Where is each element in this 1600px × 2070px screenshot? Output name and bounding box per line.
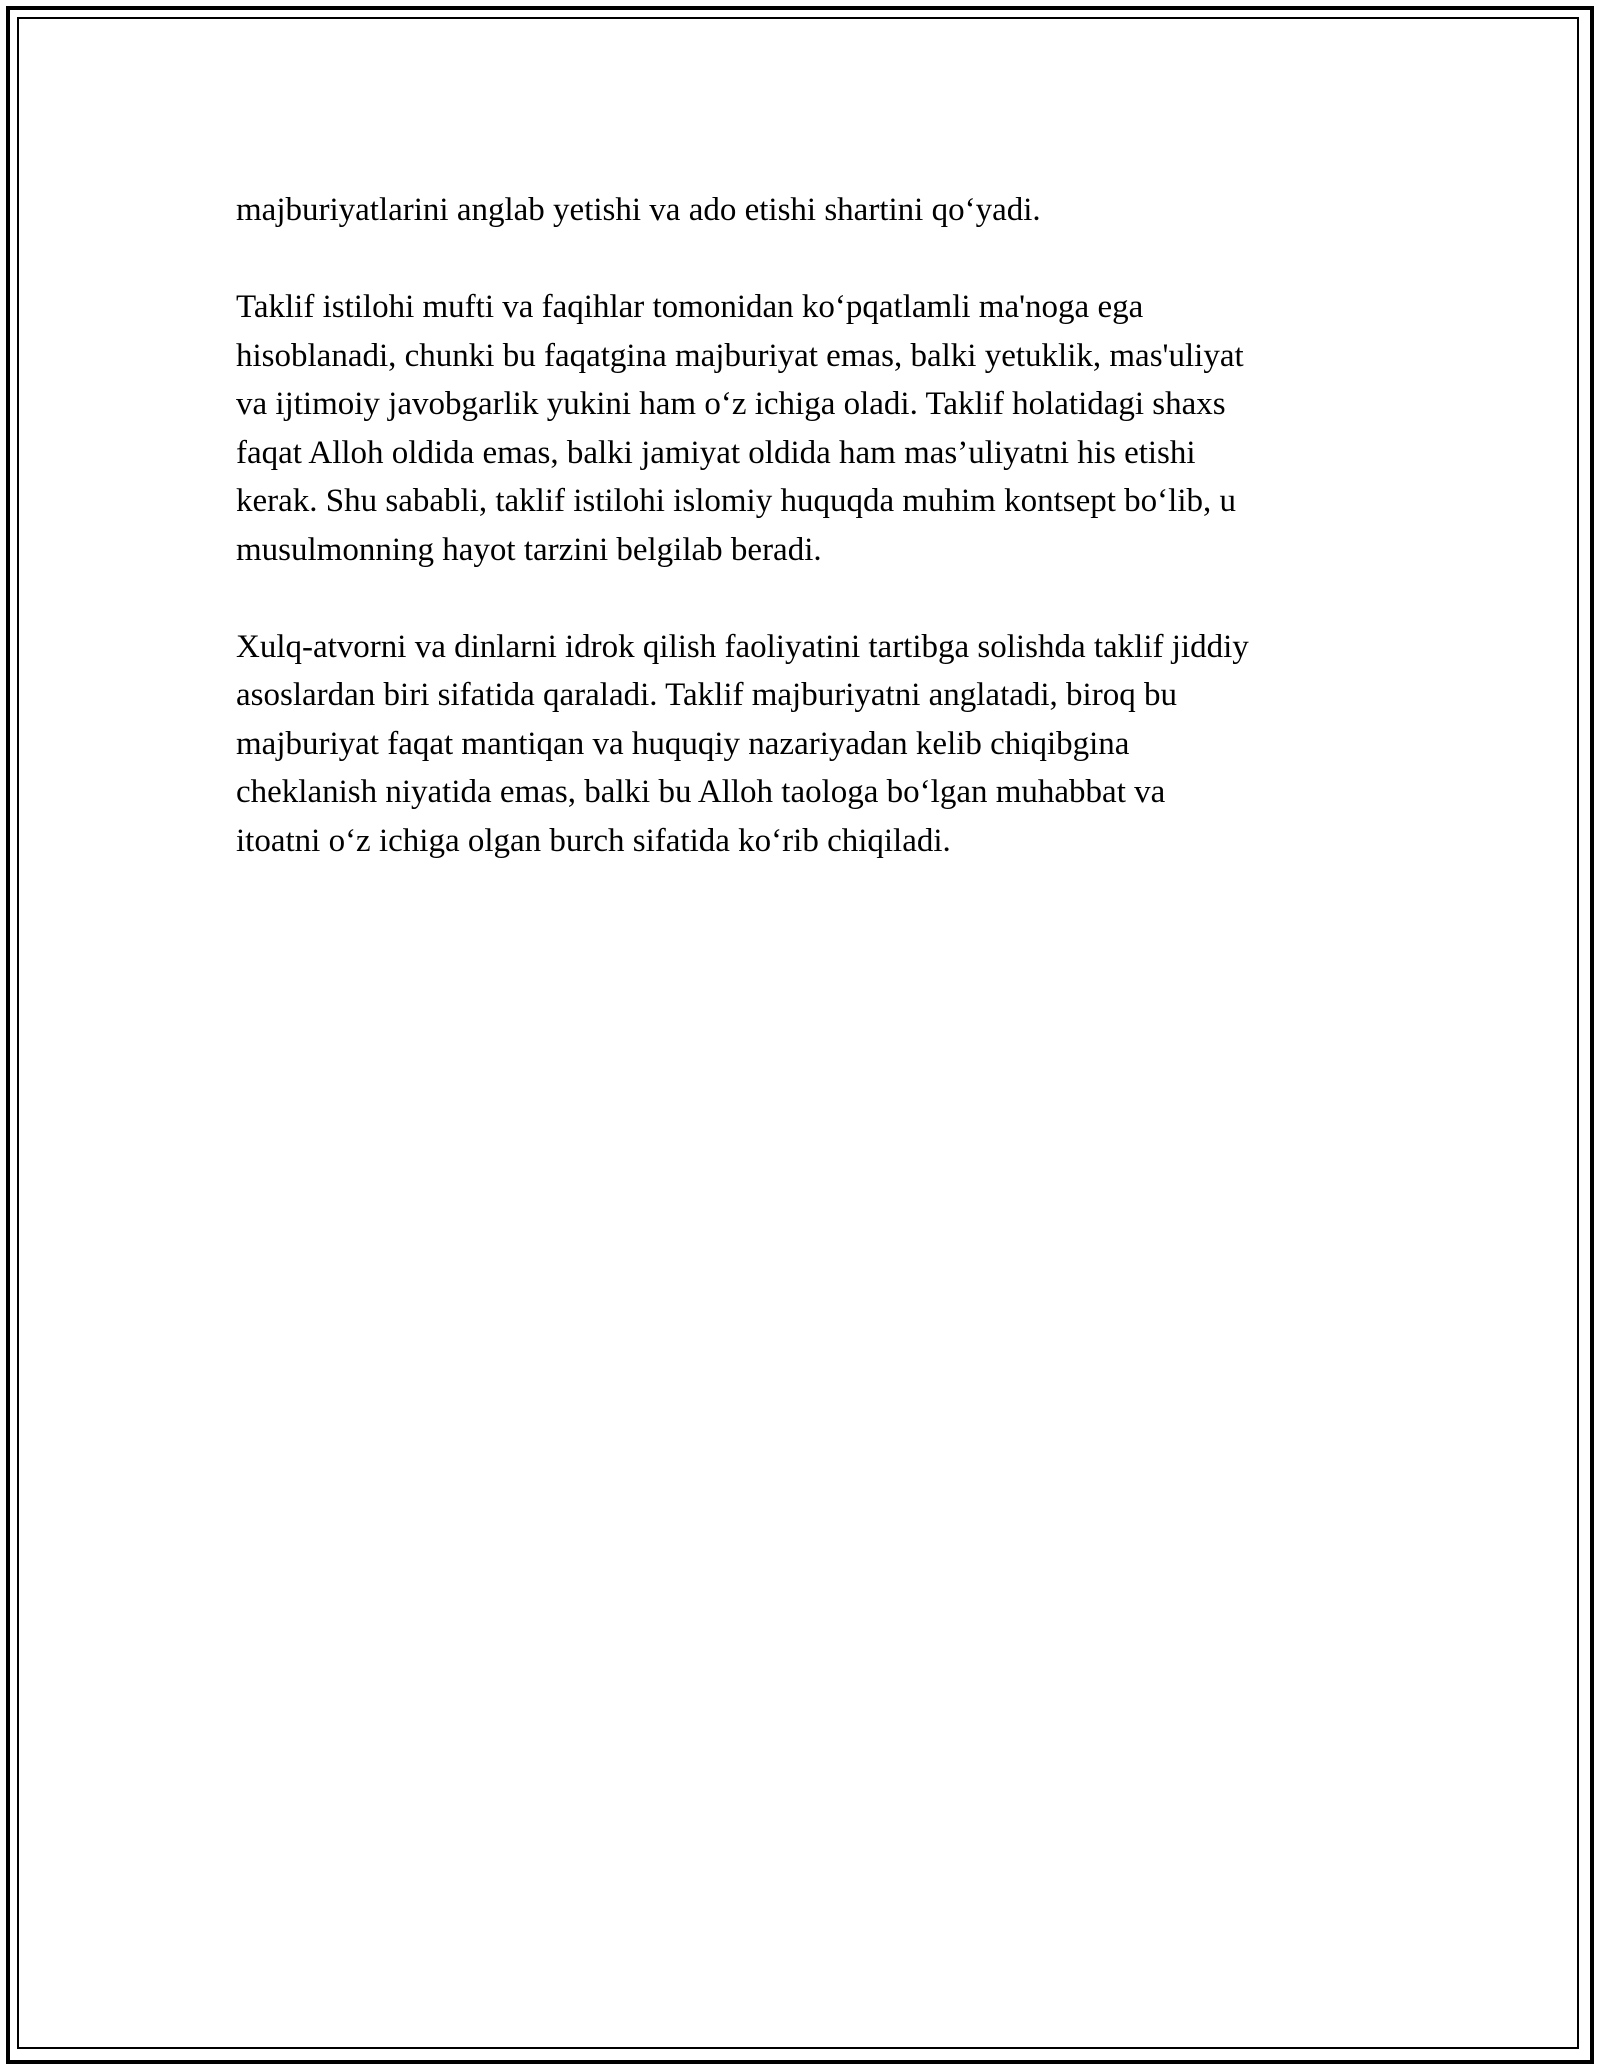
- text-line: Taklif istilohi mufti va faqihlar tomonidan ko‘pqatlamli ma'noga ega: [236, 289, 1144, 325]
- text-line: kerak. Shu sababli, taklif istilohi islomiy huquqda muhim kontsept bo‘lib, u: [236, 483, 1237, 519]
- text-line: itoatni o‘z ichiga olgan burch sifatida ko‘rib chiqiladi.: [236, 822, 951, 859]
- text-line: majburiyatlarini anglab yetishi va ado etishi shartini qo‘yadi.: [236, 192, 1041, 228]
- paragraph-3: [236, 623, 1376, 866]
- text-line: cheklanish niyatida emas, balki bu Alloh taologa bo‘lgan muhabbat va: [236, 774, 1166, 810]
- document-body: [236, 186, 1376, 914]
- paragraph-1: [236, 186, 1376, 235]
- text-line: faqat Alloh oldida emas, balki jamiyat oldida ham mas’uliyatni his etishi: [236, 434, 1196, 471]
- text-line: asoslardan biri sifatida qaraladi. Taklif majburiyatni anglatadi, biroq bu: [236, 677, 1177, 713]
- text-line: musulmonning hayot tarzini belgilab beradi.: [236, 531, 822, 568]
- text-line: hisoblanadi, chunki bu faqatgina majburiyat emas, balki yetuklik, mas'uliyat: [236, 337, 1244, 374]
- text-line: va ijtimoiy javobgarlik yukini ham o‘z ichiga oladi. Taklif holatidagi shaxs: [236, 386, 1226, 422]
- paragraph-2: [236, 283, 1376, 574]
- text-line: majburiyat faqat mantiqan va huquqiy nazariyadan kelib chiqibgina: [236, 725, 1130, 762]
- text-line: Xulq-atvorni va dinlarni idrok qilish faoliyatini tartibga solishda taklif jiddiy: [236, 628, 1249, 665]
